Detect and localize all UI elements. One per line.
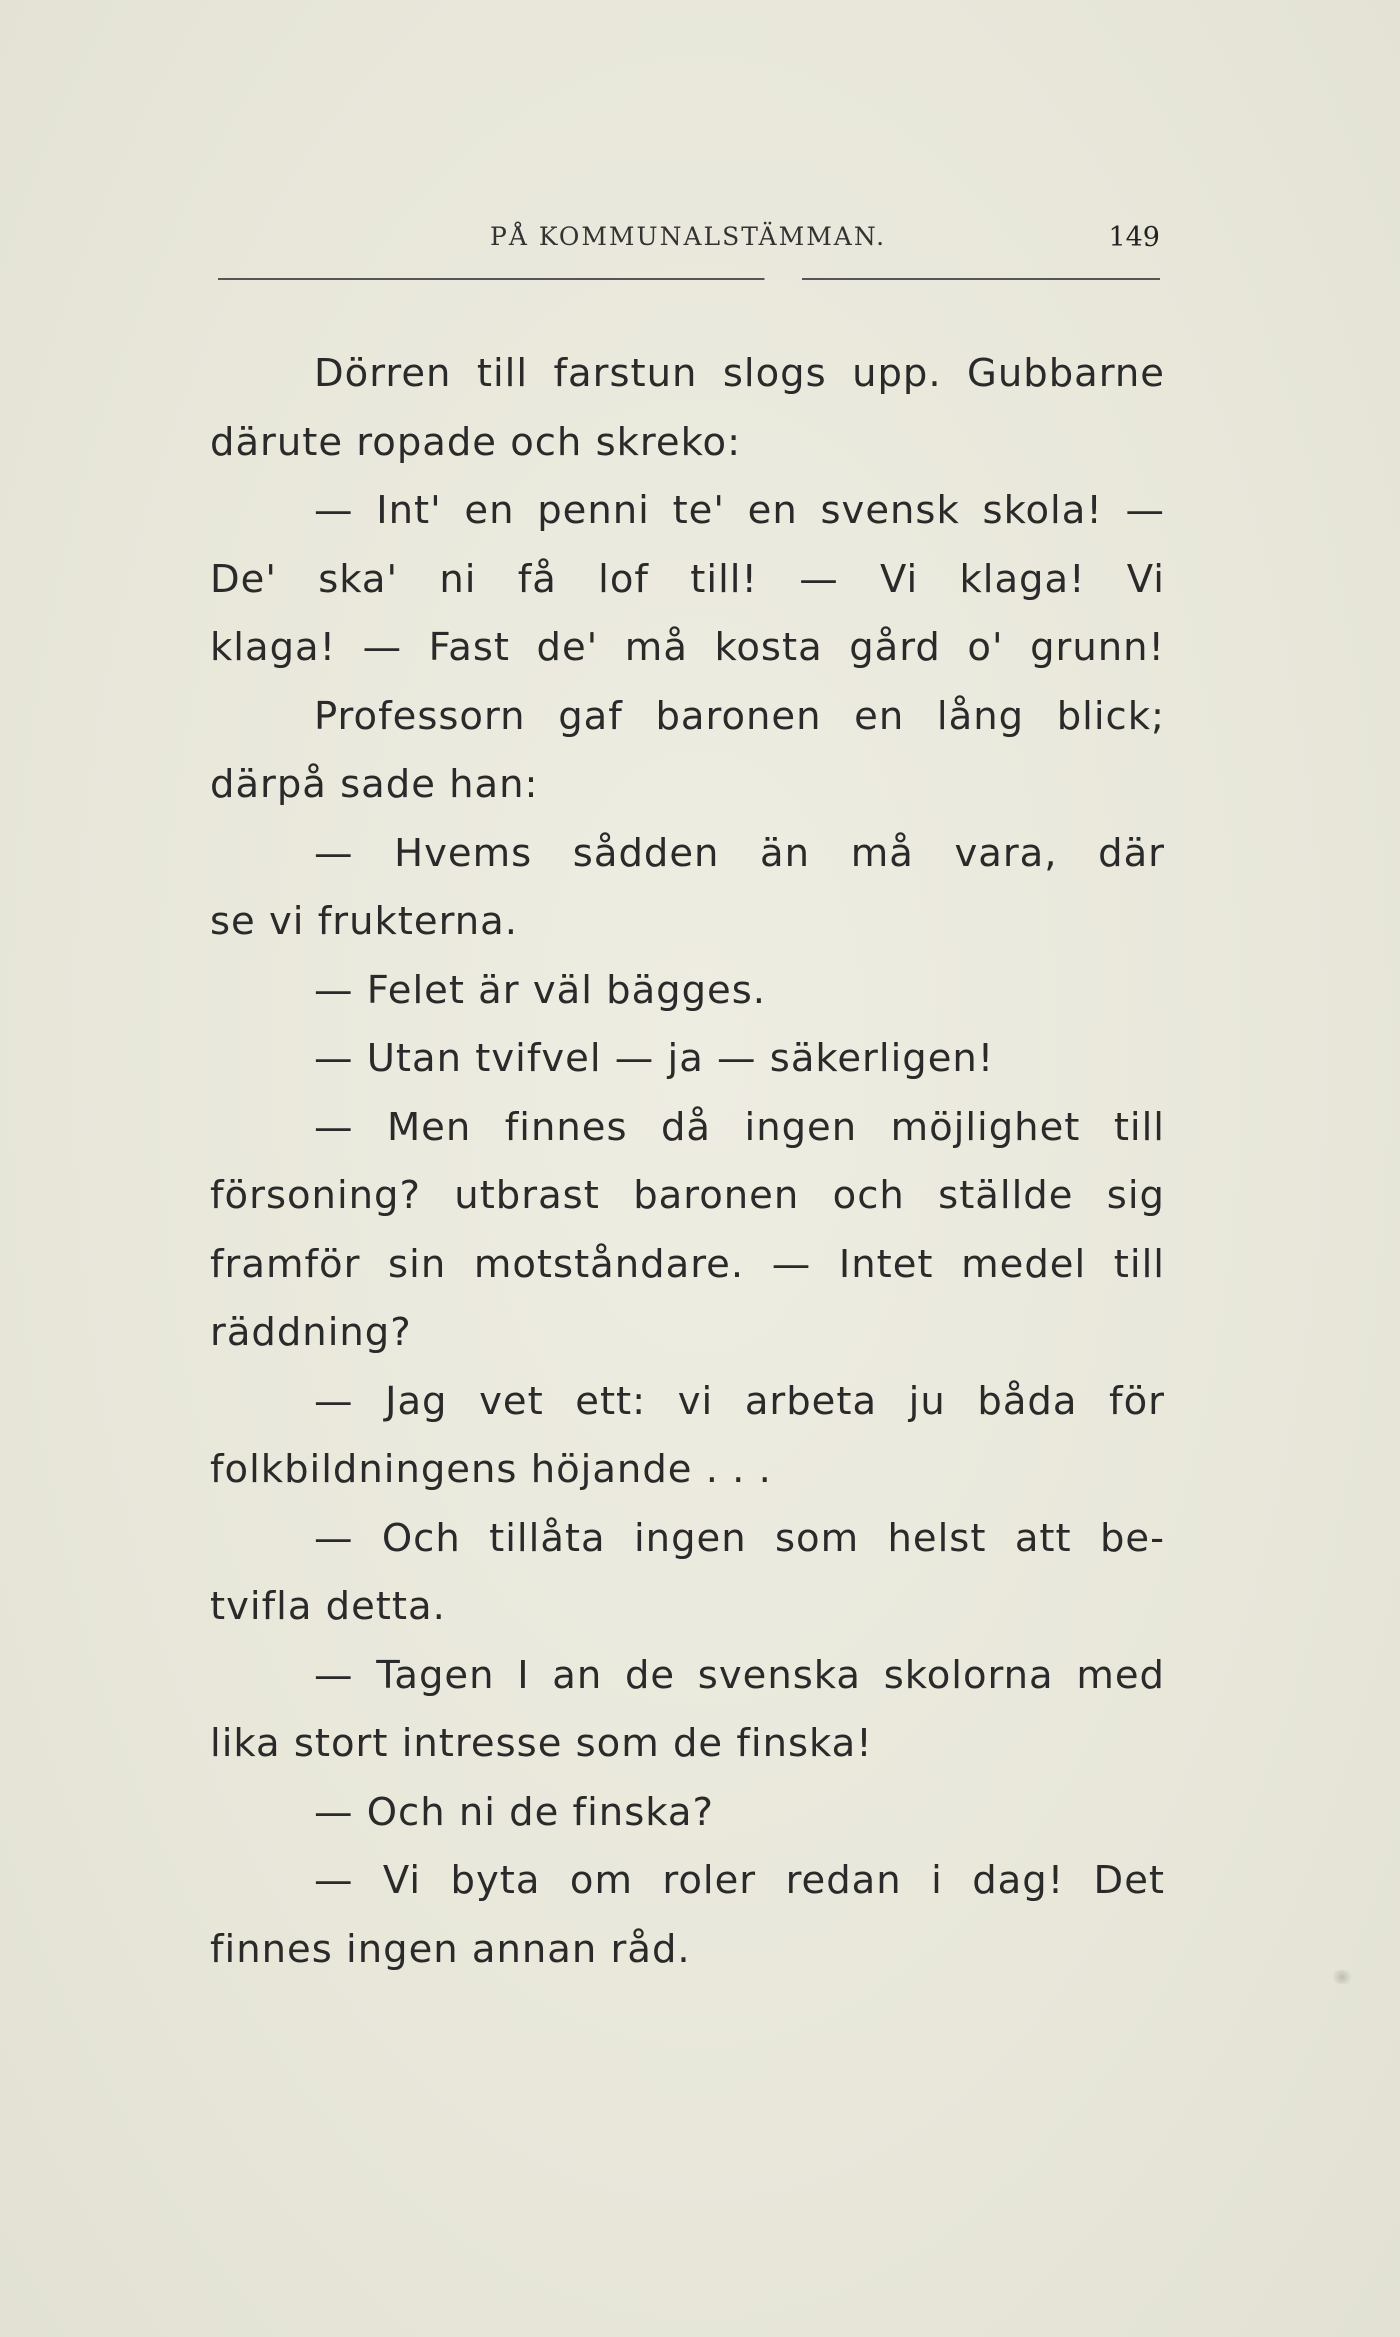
text-line: därpå sade han: bbox=[210, 762, 539, 807]
page-header bbox=[218, 222, 1160, 262]
text-line: tvifla detta. bbox=[210, 1584, 446, 1629]
text-line: folkbildningens höjande . . . bbox=[210, 1447, 772, 1492]
text-line: — Int' en penni te' en svensk skola! — bbox=[314, 488, 1165, 533]
text-line: se vi frukterna. bbox=[210, 899, 518, 944]
text-line: framför sin motståndare. — Intet medel till bbox=[210, 1241, 1165, 1287]
text-line: försoning? utbrast baronen och ställde sig bbox=[210, 1173, 1165, 1218]
text-line: Professorn gaf baronen en lång blick; bbox=[314, 693, 1165, 739]
text-line: — Och ni de finska? bbox=[314, 1789, 714, 1835]
text-line: finnes ingen annan råd. bbox=[210, 1926, 691, 1972]
text-line: därute ropade och skreko: bbox=[210, 419, 742, 465]
page-number: 149 bbox=[1108, 222, 1160, 253]
text-line: — Jag vet ett: vi arbeta ju båda för bbox=[314, 1378, 1165, 1424]
text-line: — Men finnes då ingen möjlighet till bbox=[314, 1104, 1165, 1150]
text-line: Dörren till farstun slogs upp. Gubbarne bbox=[314, 351, 1165, 396]
text-line: — Felet är väl bägges. bbox=[314, 967, 767, 1013]
running-title: PÅ KOMMUNALSTÄMMAN. bbox=[490, 222, 887, 251]
text-line: — Och tillåta ingen som helst att be- bbox=[314, 1515, 1165, 1561]
text-line: — Hvems sådden än må vara, där bbox=[314, 830, 1165, 876]
text-line: — Vi byta om roler redan i dag! Det bbox=[314, 1858, 1165, 1903]
text-line: — Utan tvifvel — ja — säkerligen! bbox=[314, 1036, 995, 1081]
body-text bbox=[210, 340, 1165, 1984]
text-line: räddning? bbox=[210, 1310, 412, 1355]
text-line: klaga! — Fast de' må kosta gård o' grunn! bbox=[210, 625, 1165, 670]
paper-speck bbox=[1330, 1970, 1354, 1984]
text-line: lika stort intresse som de finska! bbox=[210, 1721, 873, 1766]
text-line: — Tagen I an de svenska skolorna med bbox=[314, 1652, 1165, 1698]
header-rule bbox=[218, 278, 1160, 280]
text-line: De' ska' ni få lof till! — Vi klaga! Vi bbox=[210, 556, 1165, 602]
